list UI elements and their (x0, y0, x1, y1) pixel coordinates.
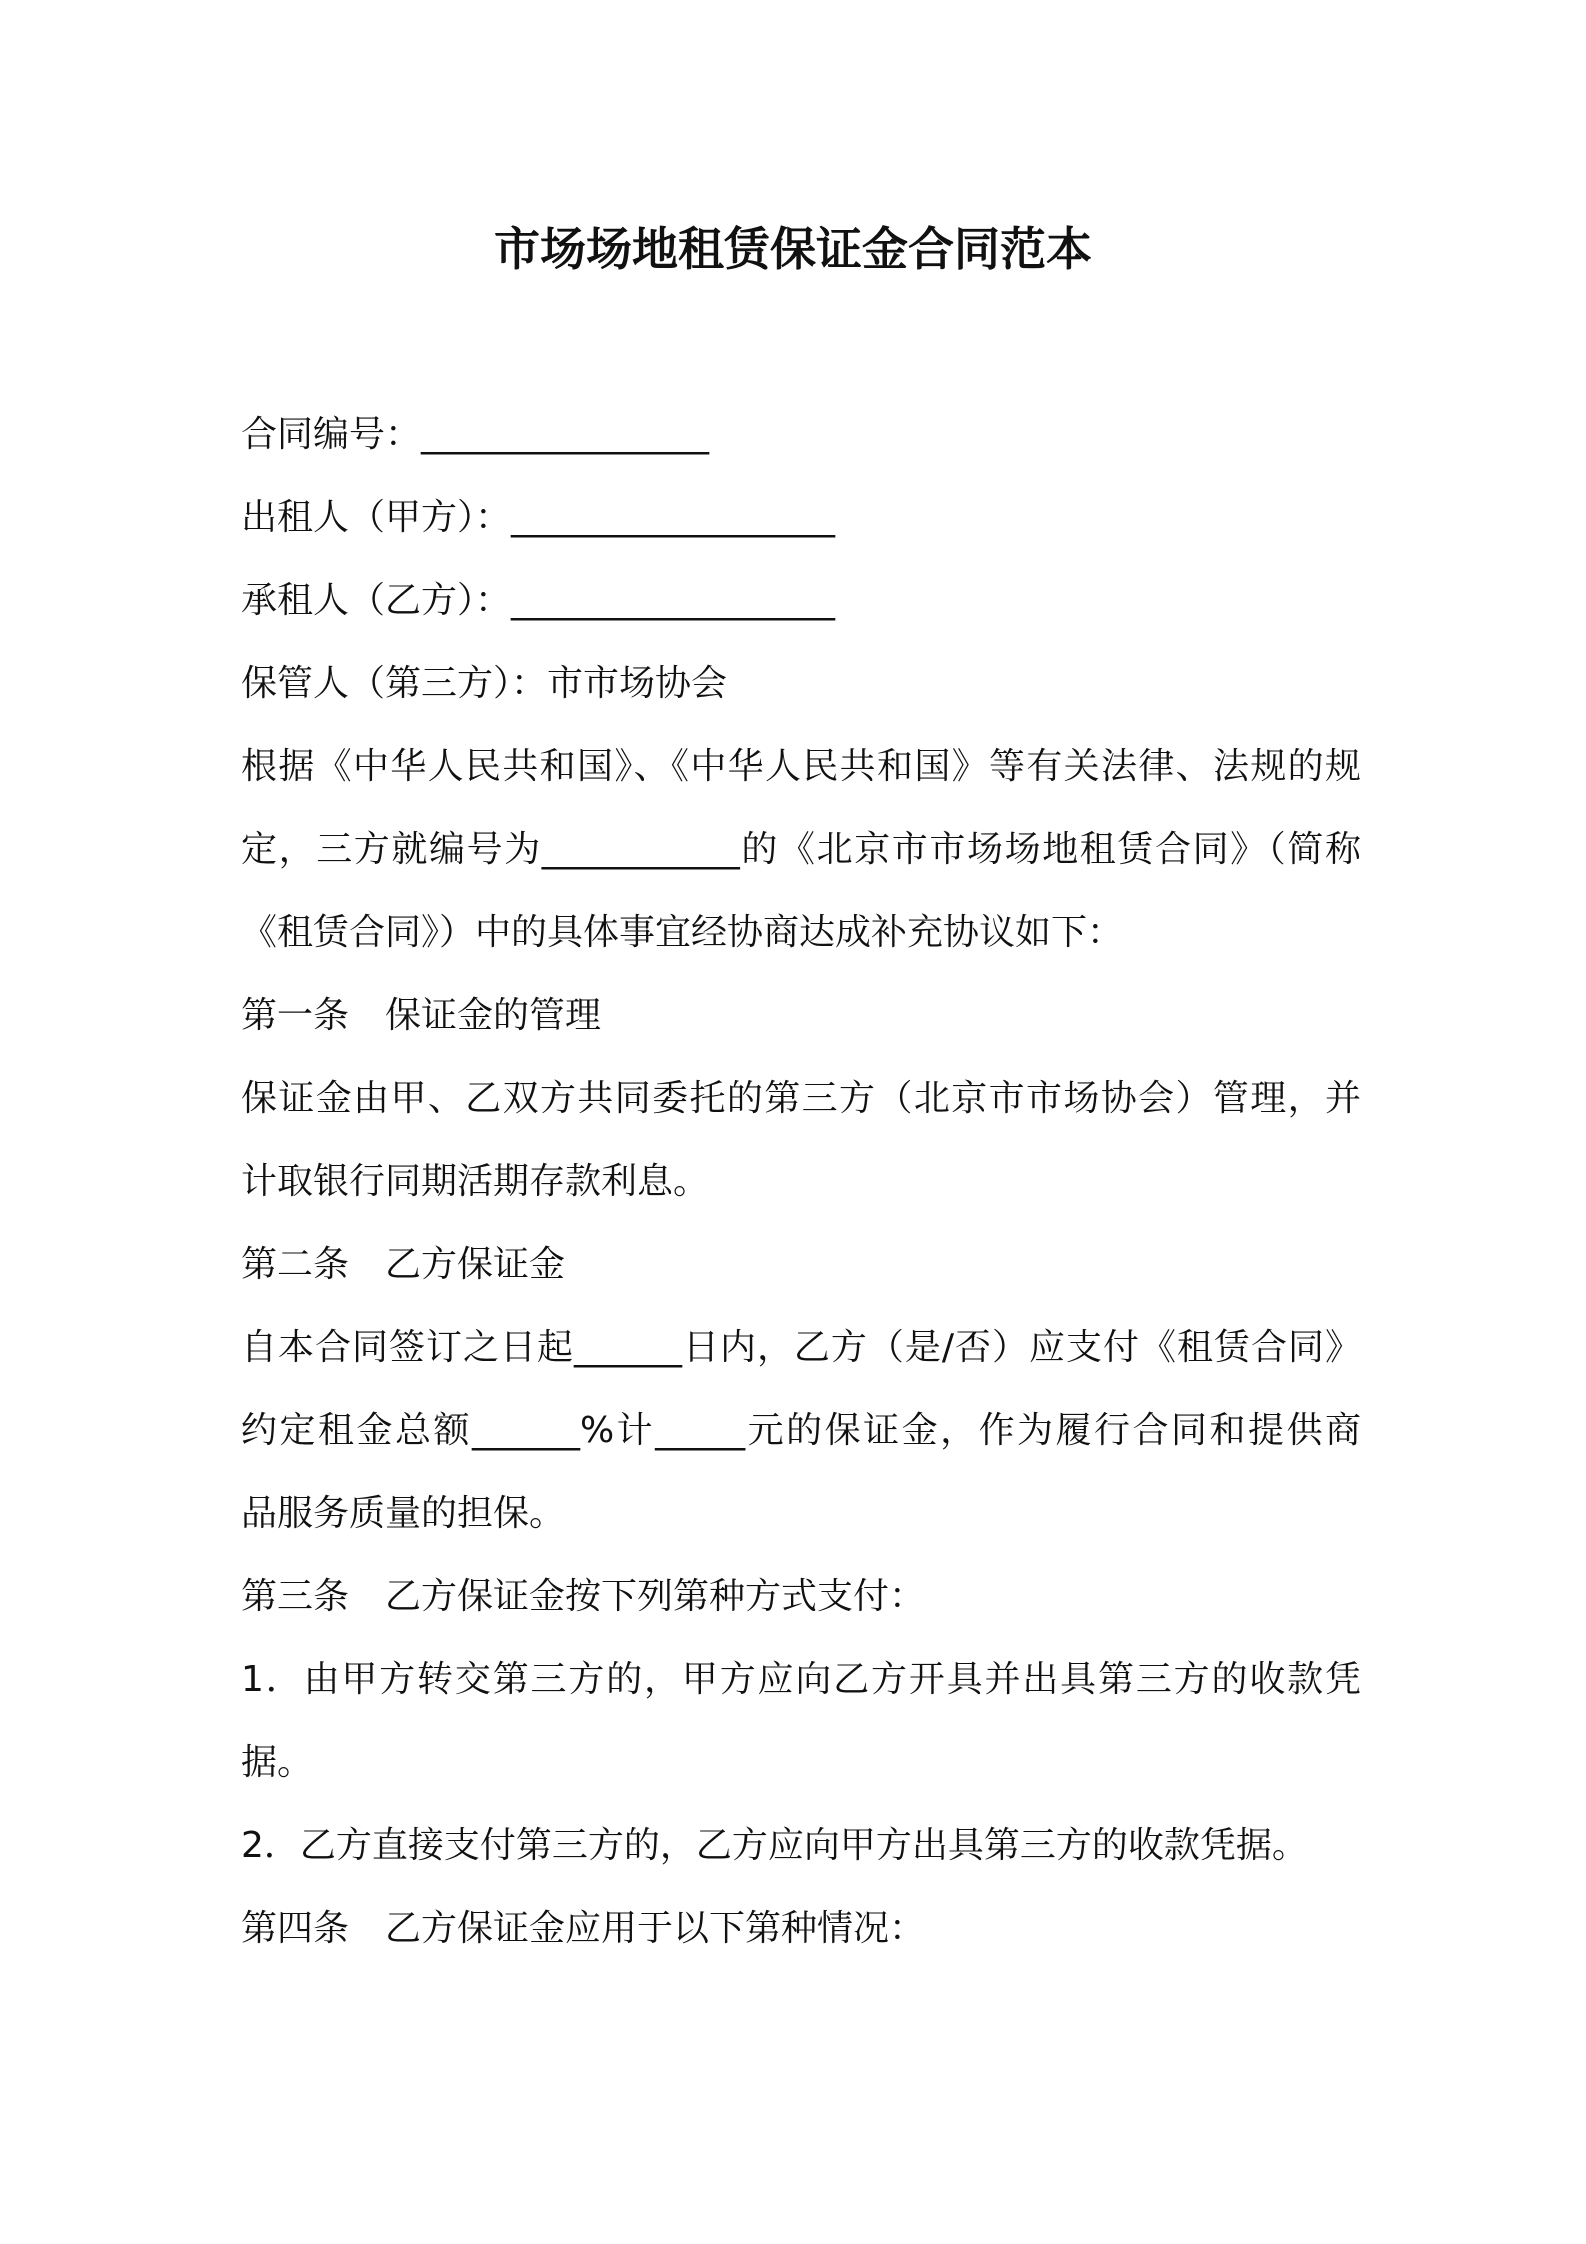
preamble-line-2: 定，三方就编号为___________的《北京市市场场地租赁合同》（简称 (241, 829, 1361, 870)
article-2-heading: 第二条 乙方保证金 (241, 1244, 566, 1285)
preamble-line-3: 《租赁合同》）中的具体事宜经协商达成补充协议如下： (241, 912, 1124, 953)
lessor-line: 出租人（甲方）：__________________ (241, 497, 836, 538)
article-1-text-line-2: 计取银行同期活期存款利息。 (241, 1161, 710, 1202)
article-4-heading: 第四条 乙方保证金应用于以下第种情况： (241, 1908, 926, 1949)
custodian-line: 保管人（第三方）：市市场协会 (241, 663, 728, 704)
article-3-item-1-line-2: 据。 (241, 1742, 314, 1783)
article-2-text-line-1: 自本合同签订之日起______日内，乙方（是/否）应支付《租赁合同》 (241, 1327, 1361, 1368)
document-title: 市场场地租赁保证金合同范本 (494, 222, 1092, 276)
article-3-item-1-line-1: 1．由甲方转交第三方的，甲方应向乙方开具并出具第三方的收款凭 (241, 1659, 1361, 1700)
contract-number-line: 合同编号：________________ (241, 414, 710, 455)
preamble-line-1: 根据《中华人民共和国》、《中华人民共和国》等有关法律、法规的规 (241, 746, 1361, 787)
article-1-text-line-1: 保证金由甲、乙双方共同委托的第三方（北京市市场协会）管理，并 (241, 1078, 1361, 1119)
article-3-item-2: 2．乙方直接支付第三方的，乙方应向甲方出具第三方的收款凭据。 (241, 1825, 1308, 1866)
lessee-line: 承租人（乙方）：__________________ (241, 580, 836, 621)
article-1-heading: 第一条 保证金的管理 (241, 995, 602, 1036)
article-3-heading: 第三条 乙方保证金按下列第种方式支付： (241, 1576, 926, 1617)
article-2-text-line-3: 品服务质量的担保。 (241, 1493, 566, 1534)
article-2-text-line-2: 约定租金总额______%计_____元的保证金，作为履行合同和提供商 (241, 1410, 1361, 1451)
